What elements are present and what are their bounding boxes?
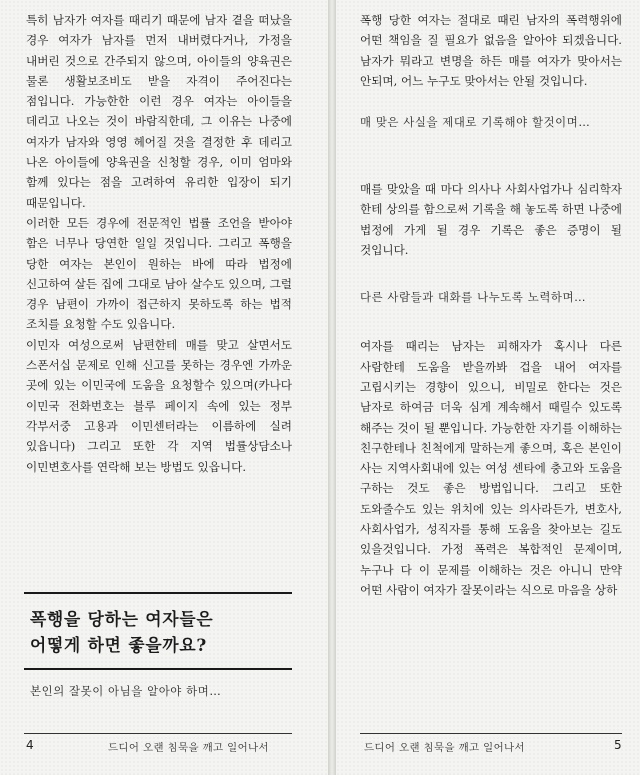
section-heading-line-1: 폭행을 당하는 여자들은: [30, 609, 214, 629]
section-heading: [30, 606, 292, 658]
left-page-number: 4: [26, 738, 34, 752]
right-footer-rule: [360, 733, 622, 734]
right-subheading-2: 다른 사람들과 대화를 나누도록 노력하며…: [360, 290, 587, 305]
right-running-title: 드디어 오랜 침묵을 깨고 일어나서: [364, 742, 525, 754]
right-paragraph-2: 매를 맞았을 때 마다 의사나 사회사업가나 심리학자 한테 상의를 함으로써 기록을 해 놓도록 하면 나중에 법정에 가게 될 경우 기록은 좋은 증명이 될 것입니다.: [360, 182, 622, 258]
left-subheading: 본인의 잘못이 아님을 알아야 하며…: [30, 684, 222, 698]
right-subheading-1: 매 맞은 사실을 제대로 기록해야 할것이며…: [360, 115, 591, 130]
right-paragraph-3: 여자를 때리는 남자는 피해자가 혹시나 다른 사람한테 도움을 받을까봐 겁을 내어 여자를 고립시키는 경향이 있으니, 비밀로 한다는 것은 남자로 하여금 더욱 심게 계속해서 때릴수 있도록 해주는 것이 될 뿐입니다. 가능한한 자기를 이해하는 친구한테나 친척에게 말하는게 좋으며, 혹은 본인이 사는 지역사회내에 있는 여성 센타에 충고와 도움을 구하는 것도 좋은 방법입니다. 그리고 또한 도와줄수도 있는 위치에 있는 의사라든가, 변호사, 사회사업가, 성직자를 통해 도움을 찾아보는 길도 있을것입니다. 가정 폭력은 복합적인 문제이며, 누구나 다 이 문제를 이해하는 것은 아니니 만약 어떤 사람이 여자가 잘못이라는 식으로 마음을 상하: [360, 339, 622, 597]
right-page: [336, 0, 640, 775]
heading-bottom-rule: [24, 668, 292, 670]
book-gutter: [328, 0, 336, 775]
left-footer-rule: [24, 733, 292, 734]
left-running-title: 드디어 오랜 침묵을 깨고 일어나서: [108, 742, 269, 754]
left-paragraph-2: 이러한 모든 경우에 전문적인 법률 조언을 받아야 함은 너무나 당연한 일일 것입니다. 그리고 폭행을 당한 여자는 본인이 원하는 바에 따라 법정에 신고하여 살든 집에 그대로 남아 살수도 있으며, 그럴 경우 남편이 가까이 접근하지 못하도록 하는 법적 조치를 요청할 수도 있읍니다.: [26, 215, 292, 332]
left-paragraph-3: 이민자 여성으로써 남편한테 매를 맞고 살면서도 스폰서십 문제로 인해 신고를 못하는 경우엔 가까운 곳에 있는 이민국에 도움을 요청할수 있으며(카나다 이민국 전화번호는 블루 페이지 속에 있는 정부 각부서중 고용과 이민센터라는 이름하에 실려 있읍니다) 그리고 또한 각 지역 법률상담소나 이민변호사를 연락해 보는 방법도 있읍니다.: [26, 337, 292, 474]
right-page-number: 5: [614, 738, 622, 752]
right-paragraph-1: 폭행 당한 여자는 절대로 때린 남자의 폭력행위에 어떤 책임을 질 필요가 없음을 알아야 되겠읍니다. 남자가 뭐라고 변명을 하든 매를 여자가 맞아서는 안되며, 어느 누구도 맞아서는 안될 것입니다.: [360, 13, 622, 88]
section-heading-line-2: 어떻게 하면 좋을까요?: [30, 635, 208, 655]
heading-top-rule: [24, 592, 292, 594]
left-body-text: [26, 10, 292, 477]
right-body-text: [360, 10, 622, 600]
left-paragraph-1: 특히 남자가 여자를 때리기 때문에 남자 곁을 떠났을 경우 여자가 남자를 먼저 내버렸다거나, 가정을 내버린 것으로 간주되지 않으며, 아이들의 양육권은 물론 생활보조비도 받을 자격이 주어진다는 점입니다. 가능한한 이런 경우 여자는 아이들을 데리고 나오는 것이 바람직한데, 그 이유는 나중에 여자가 남자와 영영 헤어질 것을 결정한 후 데리고 나온 아이들에 양육권을 신청할 경우, 이미 엄마와 함께 있다는 점을 고려하여 유리한 입장이 되기 때문입니다.: [26, 13, 292, 210]
